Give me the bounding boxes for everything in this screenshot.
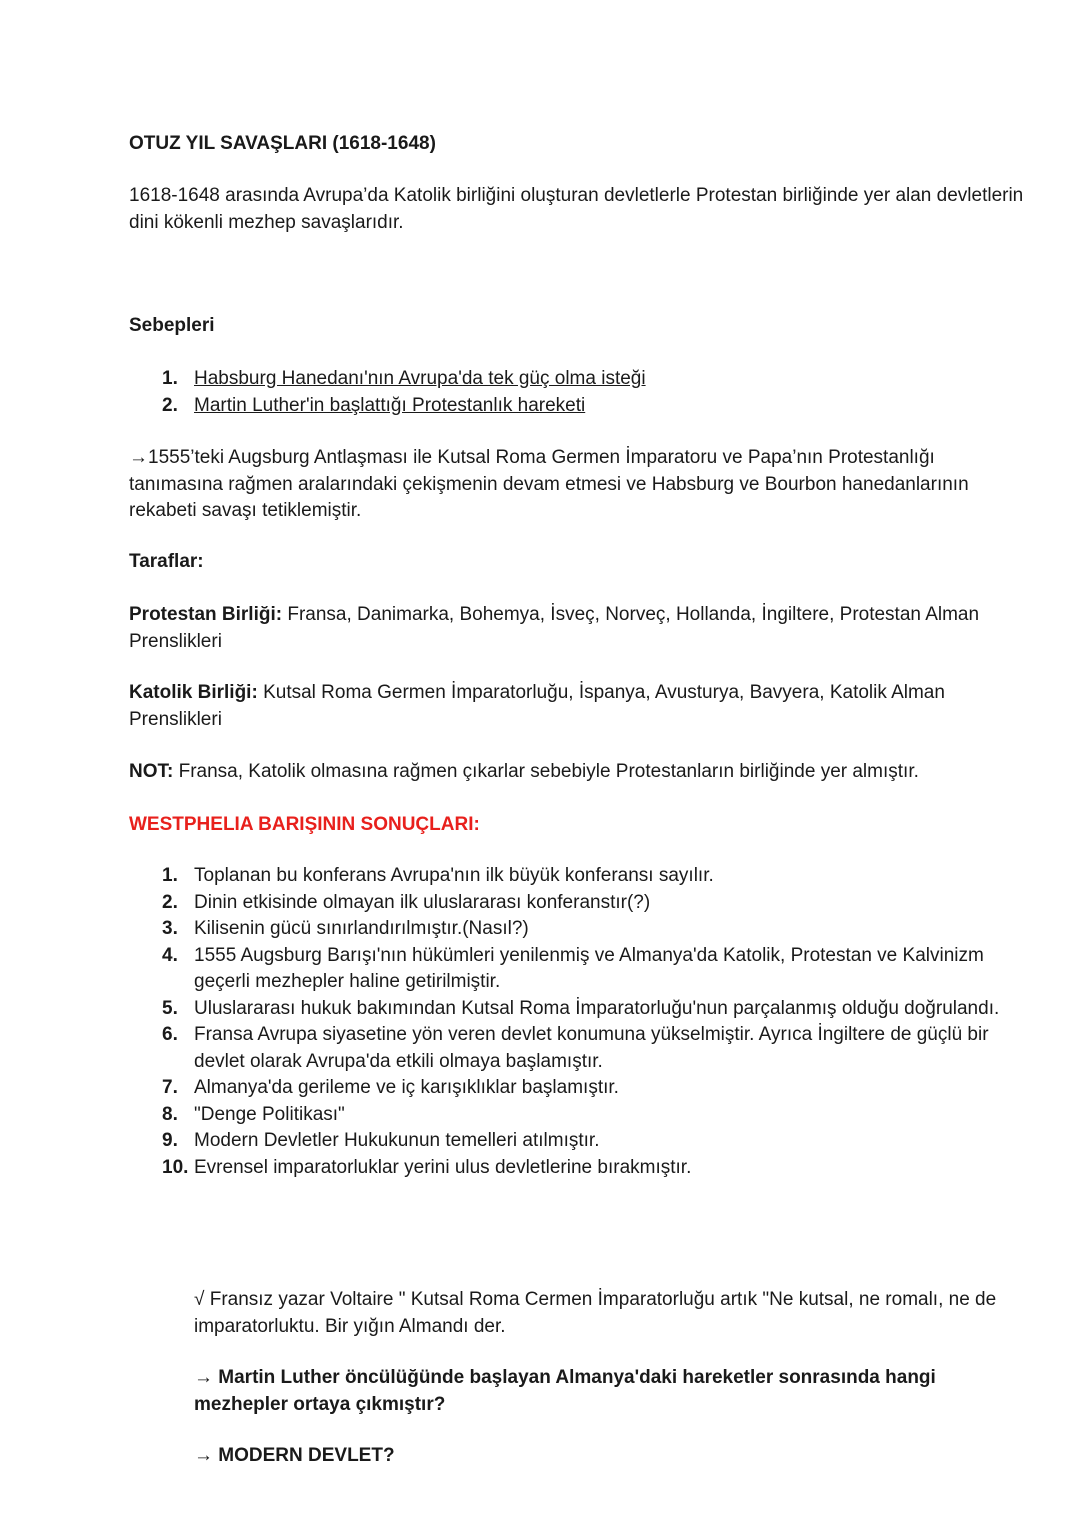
cause-text: Martin Luther'in başlattığı Protestanlık hareketi (194, 394, 586, 416)
augsburg-paragraph: →1555’teki Augsburg Antlaşması ile Kutsal Roma Germen İmparatoru ve Papa’nın Protestanlığı tanımasına rağmen aralarındaki çekişmenin devam etmesi ve Habsburg ve Bourbon hanedanlarının rekabeti savaşı tetiklemiştir. (129, 447, 969, 521)
note-text: Fransa, Katolik olmasına rağmen çıkarlar sebebiyle Protestanların birliğinde yer almıştır. (173, 761, 919, 782)
list-item: 9. Modern Devletler Hukukunun temelleri atılmıştır. (162, 1130, 600, 1151)
list-item: 8. "Denge Politikası" (162, 1103, 345, 1125)
catholic-label: Katolik Birliği: (129, 682, 258, 703)
list-item: 2. Dinin etkisinde olmayan ilk uluslararası konferanstır(?) (162, 891, 651, 913)
list-item: 2. Martin Luther'in başlattığı Protestanlık hareketi (162, 394, 586, 416)
list-item: 7. Almanya'da gerileme ve iç karışıklıklar başlamıştır. (162, 1077, 619, 1098)
catholic-text: Kutsal Roma Germen İmparatorluğu, İspanya, Avusturya, Bavyera, Katolik Alman Prenslikleri (129, 682, 945, 730)
list-item: 10. Evrensel imparatorluklar yerini ulus devletlerine bırakmıştır. (162, 1156, 692, 1178)
list-item: 4. 1555 Augsburg Barışı'nın hükümleri yenilenmiş ve Almanya'da Katolik, Protestan ve Kalvinizm geçerli mezhepler haline getirilmiştir. (162, 944, 984, 992)
sides-heading: Taraflar: (129, 551, 204, 572)
results-list (162, 863, 1032, 1181)
causes-list (162, 366, 1032, 419)
question-modern-devlet: → MODERN DEVLET? (194, 1445, 395, 1466)
list-item: 6. Fransa Avrupa siyasetine yön veren devlet konumuna yükselmiştir. Ayrıca İngiltere de güçlü bir devlet olarak Avrupa'da etkili olmaya başlamıştır. (162, 1024, 989, 1072)
note-label: NOT: (129, 761, 174, 782)
list-item: 3. Kilisenin gücü sınırlandırılmıştır.(Nasıl?) (162, 918, 529, 939)
question-mezhepler: → Martin Luther öncülüğünde başlayan Almanya'daki hareketler sonrasında hangi mezhepler ortaya çıkmıştır? (194, 1367, 936, 1415)
cause-text: Habsburg Hanedanı'nın Avrupa'da tek güç olma isteği (194, 368, 646, 389)
results-heading: WESTPHELIA BARIŞININ SONUÇLARI: (129, 814, 480, 835)
note-paragraph (129, 759, 1029, 786)
list-item: 1. Toplanan bu konferans Avrupa'nın ilk büyük konferansı sayılır. (162, 865, 714, 886)
voltaire-quote: √ Fransız yazar Voltaire " Kutsal Roma Cermen İmparatorluğu artık "Ne kutsal, ne romalı, ne de imparatorluktu. Bir yığın Almandı der. (194, 1289, 997, 1337)
page-title: OTUZ YIL SAVAŞLARI (1618-1648) (129, 133, 436, 154)
causes-heading: Sebepleri (129, 315, 215, 336)
protestant-union-paragraph (129, 602, 1029, 655)
intro-paragraph: 1618-1648 arasında Avrupa’da Katolik birliğini oluşturan devletlerle Protestan birliğinde yer alan devletlerin dini kökenli mezhep savaşlarıdır. (129, 185, 1024, 233)
catholic-union-paragraph (129, 680, 1029, 733)
list-item: 1. Habsburg Hanedanı'nın Avrupa'da tek güç olma isteği (162, 368, 646, 389)
protestant-text: Fransa, Danimarka, Bohemya, İsveç, Norveç, Hollanda, İngiltere, Protestan Alman Prenslikleri (129, 604, 980, 652)
protestant-label: Protestan Birliği: (129, 604, 283, 625)
list-item: 5. Uluslararası hukuk bakımından Kutsal Roma İmparatorluğu'nun parçalanmış olduğu doğrulandı. (162, 997, 1000, 1019)
